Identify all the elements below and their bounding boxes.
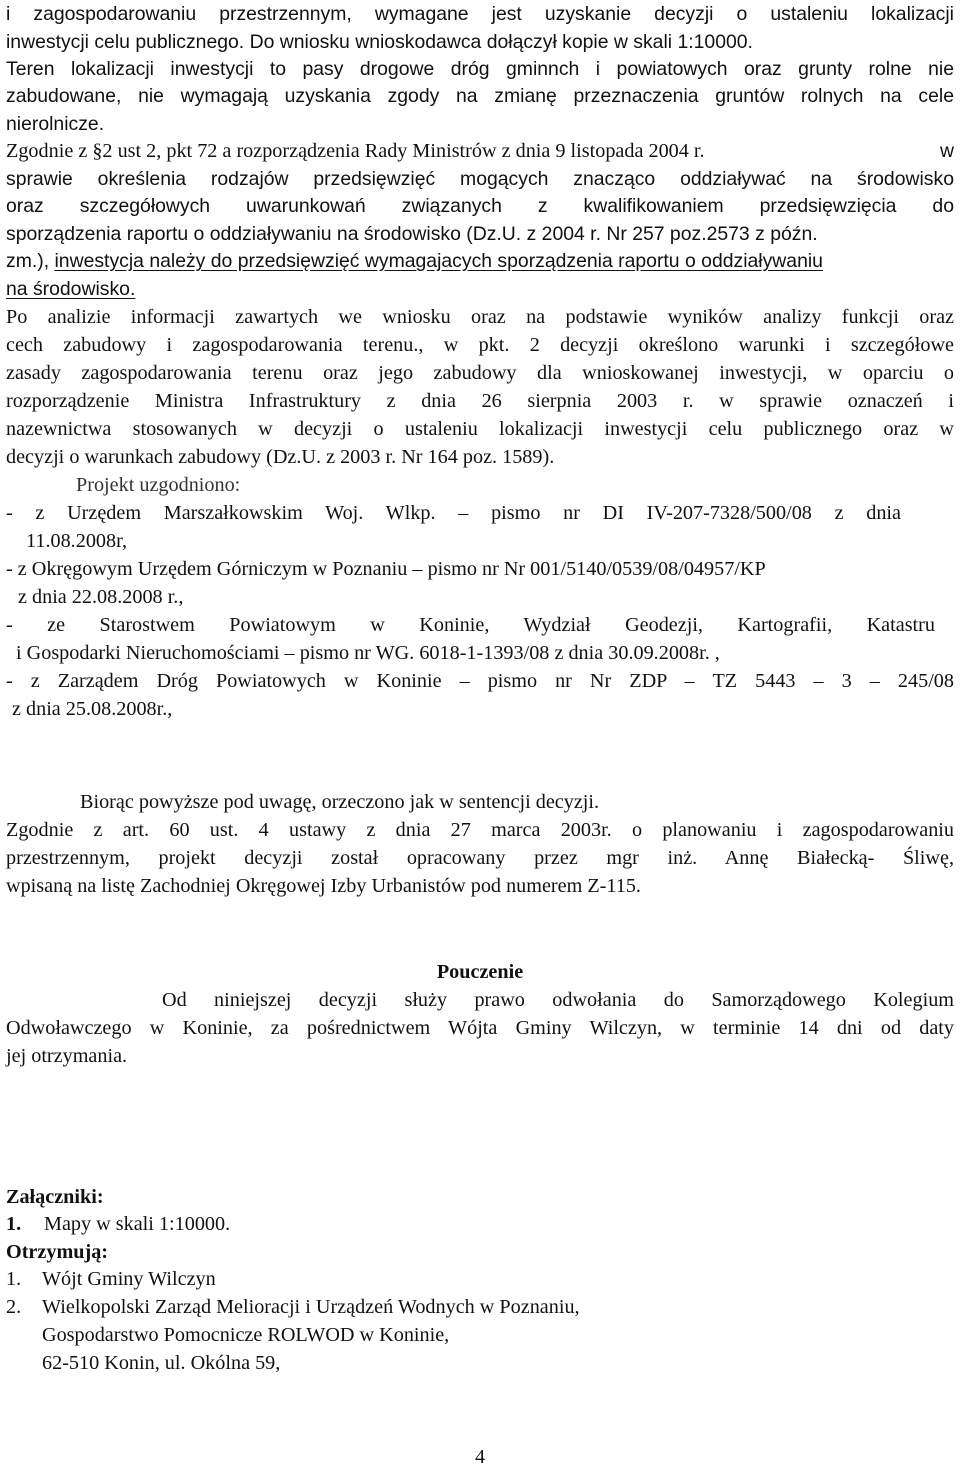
regulation-text: Zgodnie z §2 ust 2, pkt 72 a rozporządzenia Rady Ministrów z dnia 9 listopada 2004 r. — [6, 140, 705, 162]
intro-line-2: inwestycji celu publicznego. Do wniosku wnioskodawca dołączył kopie w skali 1:10000. — [6, 31, 753, 53]
agreement-2-date: z dnia 22.08.2008 r., — [18, 586, 184, 608]
regulation-line-5 — [6, 247, 823, 275]
regulation-line-2: sprawie określenia rodzajów przedsięwzięć mogących znacząco oddziaływać na środowisko — [6, 168, 954, 190]
recipient-2 — [6, 1293, 580, 1321]
recipient-2-line-1: Wielkopolski Zarząd Melioracji i Urządzeń Wodnych w Poznaniu, — [42, 1296, 580, 1318]
recipient-1-num: 1. — [6, 1268, 22, 1290]
agreement-1-date: 11.08.2008r, — [26, 530, 128, 552]
analysis-line-5: nazewnictwa stosowanych w decyzji o ustaleniu lokalizacji inwestycji celu publicznego oraz w — [6, 418, 954, 440]
regulation-underlined: inwestycja należy do przedsięwzięć wymagajacych sporządzenia raportu o oddziaływaniu — [54, 250, 823, 272]
agreed-heading: Projekt uzgodniono: — [76, 474, 241, 496]
agreement-1: - z Urzędem Marszałkowskim Woj. Wlkp. – pismo nr DI IV-207-7328/500/08 z dnia — [6, 502, 901, 524]
agreement-3: - ze Starostwem Powiatowym w Koninie, Wydział Geodezji, Kartografii, Katastru — [6, 614, 935, 636]
page-number: 4 — [474, 1446, 486, 1468]
intro-line-1: i zagospodarowaniu przestrzennym, wymagane jest uzyskanie decyzji o ustaleniu lokalizacji — [6, 3, 954, 25]
regulation-line-4: sporządzenia raportu o oddziaływaniu na środowisko (Dz.U. z 2004 r. Nr 257 poz.2573 z późn. — [6, 223, 818, 245]
intro-line-3: Teren lokalizacji inwestycji to pasy drogowe dróg gminnch i powiatowych oraz grunty rolne nie — [6, 58, 954, 80]
pouczenie-line-2: Odwoławczego w Koninie, za pośrednictwem Wójta Gminy Wilczyn, w terminie 14 dni od daty — [6, 1017, 954, 1039]
regulation-line-3: oraz szczegółowych uwarunkowań związanych z kwalifikowaniem przedsięwzięcia do — [6, 195, 954, 217]
analysis-line-2: cech zabudowy i zagospodarowania terenu., w pkt. 2 decyzji określono warunki i szczegółowe — [6, 334, 954, 356]
agreement-4: - z Zarządem Dróg Powiatowych w Koninie – pismo nr Nr ZDP – TZ 5443 – 3 – 245/08 — [6, 670, 954, 692]
recipient-2-line-2: Gospodarstwo Pomocnicze ROLWOD w Koninie, — [42, 1324, 450, 1346]
regulation-zm: zm.), — [6, 250, 50, 272]
regulation-underlined-line-2: na środowisko. — [6, 278, 136, 300]
pouczenie-heading: Pouczenie — [436, 961, 524, 983]
intro-line-4: zabudowane, nie wymagają uzyskania zgody na zmianę przeznaczenia gruntów rolnych na cele — [6, 85, 954, 107]
recipient-2-num: 2. — [6, 1296, 22, 1318]
analysis-line-6: decyzji o warunkach zabudowy (Dz.U. z 2003 r. Nr 164 poz. 1589). — [6, 446, 555, 468]
attachments-heading: Załączniki: — [6, 1186, 104, 1208]
recipient-1-text: Wójt Gminy Wilczyn — [42, 1268, 216, 1290]
analysis-line-1: Po analizie informacji zawartych we wniosku oraz na podstawie wyników analizy funkcji oraz — [6, 306, 954, 328]
recipients-heading: Otrzymują: — [6, 1241, 109, 1263]
regulation-tail: w — [939, 140, 954, 162]
conclusion: Biorąc powyższe pod uwagę, orzeczono jak w sentencji decyzji. — [80, 791, 600, 813]
attachment-text: Mapy w skali 1:10000. — [44, 1213, 231, 1235]
recipient-1 — [6, 1265, 216, 1293]
pouczenie-line-1: Od niniejszej decyzji służy prawo odwołania do Samorządowego Kolegium — [162, 989, 954, 1011]
art60-line-3: wpisaną na listę Zachodniej Okręgowej Izby Urbanistów pod numerem Z-115. — [6, 875, 641, 897]
attachment-num: 1. — [6, 1213, 22, 1235]
agreement-4-date: z dnia 25.08.2008r., — [12, 698, 173, 720]
pouczenie-line-3: jej otrzymania. — [6, 1045, 128, 1067]
analysis-line-3: zasady zagospodarowania terenu oraz jego zabudowy dla wnioskowanej inwestycji, w oparciu o — [6, 362, 954, 384]
art60-line-2: przestrzennym, projekt decyzji został opracowany przez mgr inż. Annę Białecką- Śliwę, — [6, 847, 954, 869]
art60-line-1: Zgodnie z art. 60 ust. 4 ustawy z dnia 27 marca 2003r. o planowaniu i zagospodarowaniu — [6, 819, 954, 841]
agreement-2: - z Okręgowym Urzędem Górniczym w Poznaniu – pismo nr Nr 001/5140/0539/08/04957/KP — [6, 558, 766, 580]
intro-line-5: nierolnicze. — [6, 113, 105, 135]
analysis-line-4: rozporządzenie Ministra Infrastruktury z dnia 26 sierpnia 2003 r. w sprawie oznaczeń i — [6, 390, 954, 412]
regulation-line-1 — [6, 137, 954, 165]
agreement-3-cont: i Gospodarki Nieruchomościami – pismo nr WG. 6018-1-1393/08 z dnia 30.09.2008r. , — [16, 642, 720, 664]
attachment-item — [6, 1210, 231, 1238]
recipient-2-line-3: 62-510 Konin, ul. Okólna 59, — [42, 1352, 281, 1374]
